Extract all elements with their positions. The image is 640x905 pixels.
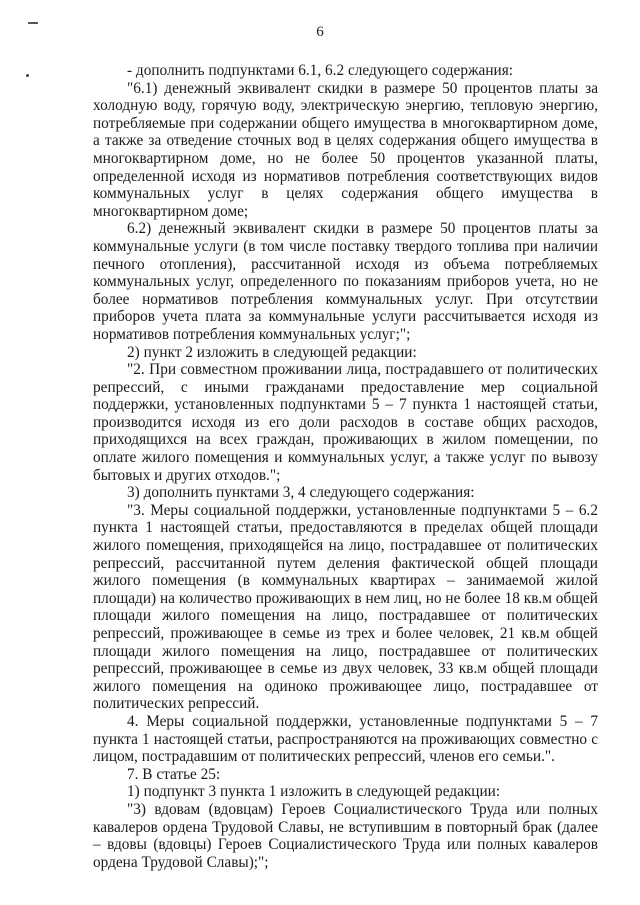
document-body [93,62,598,871]
paragraph: 6.2) денежный эквивалент скидки в размере 50 процентов платы за коммунальные услуги (в том числе поставку твердого топлива при наличии печного отопления), рассчитанной исходя из объема потребляемых коммунальных услуг, определенного по показаниям приборов учета, но не более нормативов потребления коммунальных услуг. При отсутствии приборов учета плата за коммунальные услуги рассчитывается исходя из нормативов потребления коммунальных услуг;"; [93,220,598,343]
page-number: 6 [316,24,324,40]
paragraph: "3. Меры социальной поддержки, установленные подпунктами 5 – 6.2 пункта 1 настоящей статьи, предоставляются в пределах общей площади жилого помещения, приходящейся на лицо, пострадавшее от политических репрессий, рассчитанной путем деления фактической общей площади жилого помещения (в коммунальных квартирах – занимаемой жилой площади) на количество проживающих в нем лиц, но не более 18 кв.м общей площади жилого помещения на лицо, пострадавшее от политических репрессий, проживающее в семье из трех и более человек, 21 кв.м общей площади жилого помещения на лицо, пострадавшее от политических репрессий, проживающее в семье из двух человек, 33 кв.м общей площади жилого помещения на одиноко проживающее лицо, пострадавшее от политических репрессий. [93,501,598,713]
paragraph: "2. При совместном проживании лица, пострадавшего от политических репрессий, с иными гражданами предоставление мер социальной поддержки, установленных подпунктами 5 – 7 пункта 1 настоящей статьи, производится исходя из его доли расходов в составе общих расходов, приходящихся на всех граждан, проживающих в жилом помещении, по оплате жилого помещения и коммунальных услуг, а также услуг по вывозу бытовых и других отходов."; [93,361,598,484]
paragraph: 3) дополнить пунктами 3, 4 следующего содержания: [127,484,475,502]
paragraph: 4. Меры социальной поддержки, установленные подпунктами 5 – 7 пункта 1 настоящей статьи, распространяются на проживающих совместно с лицом, пострадавшим от политических репрессий, членов его семьи.". [93,712,598,766]
paragraph: 2) пункт 2 изложить в следующей редакции: [127,343,417,361]
paragraph: 7. В статье 25: [127,765,221,783]
scan-dot [26,74,29,77]
paragraph: "3) вдовам (вдовцам) Героев Социалистического Труда или полных кавалеров ордена Трудовой Славы, не вступившим в повторный брак (далее – вдовы (вдовцы) Героев Социалистического Труда или полных кавалеров ордена Трудовой Славы);"; [93,800,598,871]
paragraph: 1) подпункт 3 пункта 1 изложить в следующей редакции: [127,783,501,801]
paragraph: - дополнить подпунктами 6.1, 6.2 следующего содержания: [127,62,514,79]
paragraph: "6.1) денежный эквивалент скидки в размере 50 процентов платы за холодную воду, горячую воду, электрическую энергию, тепловую энергию, потребляемые при содержании общего имущества в многоквартирном доме, а также за отведение сточных вод в целях содержания общего имущества в многоквартирном доме, но не более 50 процентов указанной платы, определенной исходя из нормативов потребления соответствующих видов коммунальных услуг в целях содержания общего имущества в многоквартирном доме; [93,79,598,220]
